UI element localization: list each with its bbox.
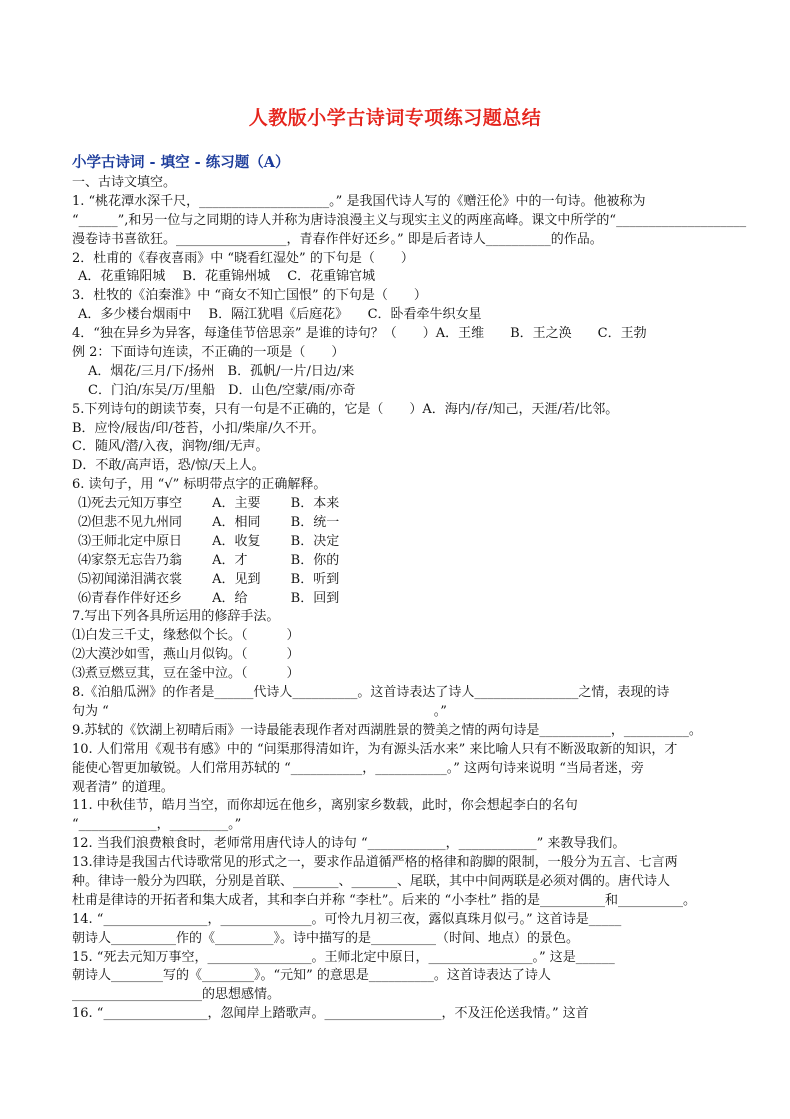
text-line: 10. 人们常用《观书有感》中的 “问渠那得清如许，为有源头活水来” 来比喻人只有不断汲取新的知识，才 <box>72 741 678 757</box>
text-line: 观者清” 的道理。 <box>72 779 174 795</box>
text-line: 11. 中秋佳节，皓月当空，而你却远在他乡，离别家乡数载，此时，你会想起李白的名句 <box>72 798 578 814</box>
text-line: 例 2：下面诗句连读，不正确的一项是（ ） <box>72 345 345 361</box>
document-title: 人教版小学古诗词专项练习题总结 <box>248 107 542 129</box>
section-subtitle: 小学古诗词 - 填空 - 练习题（A） <box>72 154 290 171</box>
text-line: A．多少楼台烟雨中 B．隔江犹唱《后庭花》 C．卧看牵牛织女星 <box>78 307 482 323</box>
text-line: A．烟花/三月/下/扬州 B．孤帆/一片/日边/来 <box>88 363 355 379</box>
text-line: ⑶王师北定中原日 A．收复 B．决定 <box>78 533 340 549</box>
text-line: ⑵大漠沙如雪，燕山月似钩。（ ） <box>72 647 300 663</box>
text-line: ⑵但悲不见九州同 A．相同 B．统一 <box>78 515 340 531</box>
text-line: A．花重锦阳城 B．花重锦州城 C．花重锦官城 <box>78 269 376 285</box>
text-line: D．不敢/高声语，恐/惊/天上人。 <box>72 458 265 474</box>
text-line: 朝诗人________写的《________》。“元知” 的意思是__________。这首诗表达了诗人 <box>72 968 551 984</box>
text-line: 6. 读句子，用 “√” 标明带点字的正确解释。 <box>72 477 327 493</box>
text-line: 13.律诗是我国古代诗歌常见的形式之一，要求作品道循严格的格律和韵脚的限制，一般分为五言、七言两 <box>72 855 678 871</box>
text-line: B．应怜/屐齿/印/苍苔，小扣/柴扉/久不开。 <box>72 420 325 436</box>
text-line: 2．杜甫的《春夜喜雨》中 “晓看红湿处” 的下句是（ ） <box>72 250 414 266</box>
text-line: 8.《泊船瓜洲》的作者是______代诗人__________。这首诗表达了诗人________________之情，表现的诗 <box>72 685 670 701</box>
exercise-content <box>72 174 790 1024</box>
text-line: 14. “________________，______________。可怜九月初三夜，露似真珠月似弓。” 这首诗是_____ <box>72 911 622 927</box>
text-line: “______”,和另一位与之同期的诗人并称为唐诗浪漫主义与现实主义的两座高峰。课文中所学的“____________________ <box>72 212 747 228</box>
text-line: ____________________的思想感情。 <box>72 987 281 1003</box>
text-line: 1. “桃花潭水深千尺，____________________。” 是我国代诗人写的《赠汪伦》中的一句诗。他被称为 <box>72 193 646 209</box>
text-line: ⑶煮豆燃豆萁，豆在釜中泣。（ ） <box>72 666 300 682</box>
text-line: 能使心智更加敏锐。人们常用苏轼的 “___________，___________。” 这两句诗来说明 “当局者迷，旁 <box>72 760 644 776</box>
text-line: ⑹青春作伴好还乡 A．给 B．回到 <box>78 590 340 606</box>
text-line: 一、古诗文填空。 <box>72 175 177 190</box>
text-line: 4．“独在异乡为异客，每逢佳节倍思亲” 是谁的诗句？（ ）A．王维 B．王之涣 C．王勃 <box>72 326 647 342</box>
text-line: C．随风/潜/入夜，润物/细/无声。 <box>72 439 269 455</box>
text-line: ⑷家祭无忘告乃翁 A．才 B．你的 <box>78 552 340 568</box>
text-line: 种。律诗一般分为四联，分别是首联、_______、_______、尾联，其中中间两联是必须对偶的。唐代诗人 <box>72 873 671 889</box>
text-line: “____________，_________。” <box>72 817 242 833</box>
text-line: 12. 当我们浪费粮食时，老师常用唐代诗人的诗句 “____________，____________” 来教导我们。 <box>72 836 626 852</box>
text-line: 9.苏轼的《饮湖上初晴后雨》一诗最能表现作者对西湖胜景的赞美之情的两句诗是___________，__________。 <box>72 722 702 738</box>
text-line: 7.写出下列各具所运用的修辞手法。 <box>72 609 280 625</box>
text-line: 5.下列诗句的朗读节奏，只有一句是不正确的，它是（ ）A．海内/存/知己，天涯/若/比邻。 <box>72 401 619 417</box>
text-line: 句为 “ 。” <box>72 703 447 719</box>
text-line: 杜甫是律诗的开拓者和集大成者，其和李白并称 “李杜”。后来的 “小李杜” 指的是__________和__________。 <box>72 892 696 908</box>
text-line: C．门泊/东吴/万/里船 D．山色/空蒙/雨/亦奇 <box>88 382 356 398</box>
text-line: ⑴死去元知万事空 A．主要 B．本来 <box>78 496 340 512</box>
text-line: 3．杜牧的《泊秦淮》中 “商女不知亡国恨” 的下句是（ ） <box>72 288 427 304</box>
text-line: 漫卷诗书喜欲狂。_________________，青春作伴好还乡。” 即是后者诗人__________的作品。 <box>72 231 603 247</box>
text-line: 朝诗人__________作的《_________》。诗中描写的是__________（时间、地点）的景色。 <box>72 930 580 946</box>
text-line: ⑸初闻涕泪满衣裳 A．见到 B．听到 <box>78 571 340 587</box>
text-line: 15. “死去元知万事空，________________。王师北定中原日，________________。” 这是______ <box>72 949 615 965</box>
text-line: 16. “________________，忽闻岸上踏歌声。__________________，不及汪伦送我情。” 这首 <box>72 1006 589 1022</box>
text-line: ⑴白发三千丈，缘愁似个长。（ ） <box>72 628 300 644</box>
